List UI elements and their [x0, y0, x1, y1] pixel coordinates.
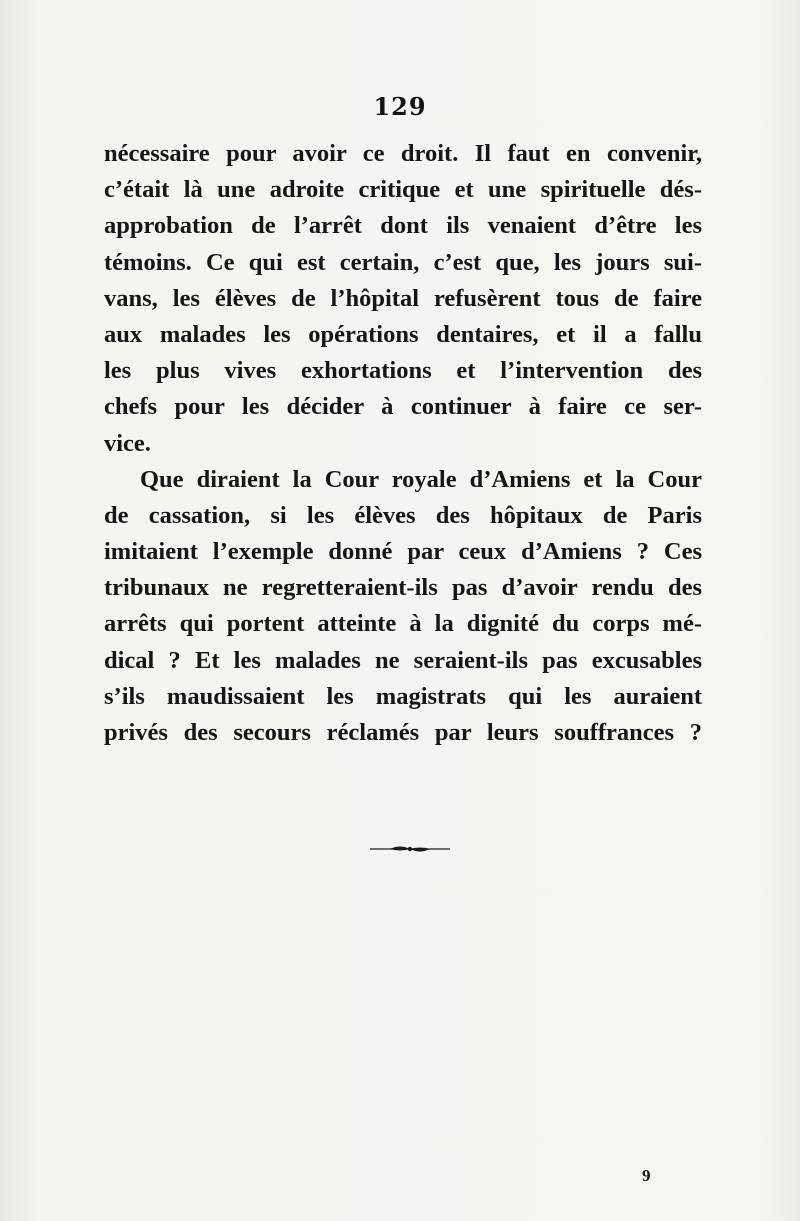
text-line: témoins. Ce qui est certain, c’est que, les jours sui- — [104, 248, 702, 276]
text-line: c’était là une adroite critique et une spirituelle dés- — [104, 176, 702, 204]
text-line: vans, les élèves de l’hôpital refusèrent tous de faire — [104, 284, 702, 312]
paragraph-2 — [104, 462, 702, 752]
text-line: approbation de l’arrêt dont ils venaient d’être les — [104, 212, 702, 240]
text-line: imitaient l’exemple donné par ceux d’Amiens ? Ces — [104, 538, 702, 566]
text-line: aux malades les opérations dentaires, et il a fallu — [104, 320, 702, 348]
text-line: nécessaire pour avoir ce droit. Il faut en convenir, — [104, 140, 702, 167]
text-line: dical ? Et les malades ne seraient-ils pas excusables — [104, 646, 702, 674]
text-line: tribunaux ne regretteraient-ils pas d’avoir rendu des — [104, 574, 702, 602]
signature-mark: 9 — [642, 1166, 651, 1185]
text-line: Que diraient la Cour royale d’Amiens et la Cour — [140, 465, 702, 493]
text-line: chefs pour les décider à continuer à faire ce ser- — [104, 393, 702, 421]
text-line: vice. — [104, 429, 151, 457]
body-text — [104, 136, 702, 751]
text-line: de cassation, si les élèves des hôpitaux de Paris — [104, 501, 702, 529]
horizontal-rule-ornament — [370, 843, 450, 855]
text-line: s’ils maudissaient les magistrats qui les auraient — [104, 682, 702, 710]
text-line: les plus vives exhortations et l’intervention des — [104, 357, 702, 385]
page-number: 129 — [373, 92, 427, 121]
text-line: arrêts qui portent atteinte à la dignité du corps mé- — [104, 610, 702, 638]
paragraph-1 — [104, 136, 702, 462]
text-line: privés des secours réclamés par leurs souffrances ? — [104, 719, 702, 746]
